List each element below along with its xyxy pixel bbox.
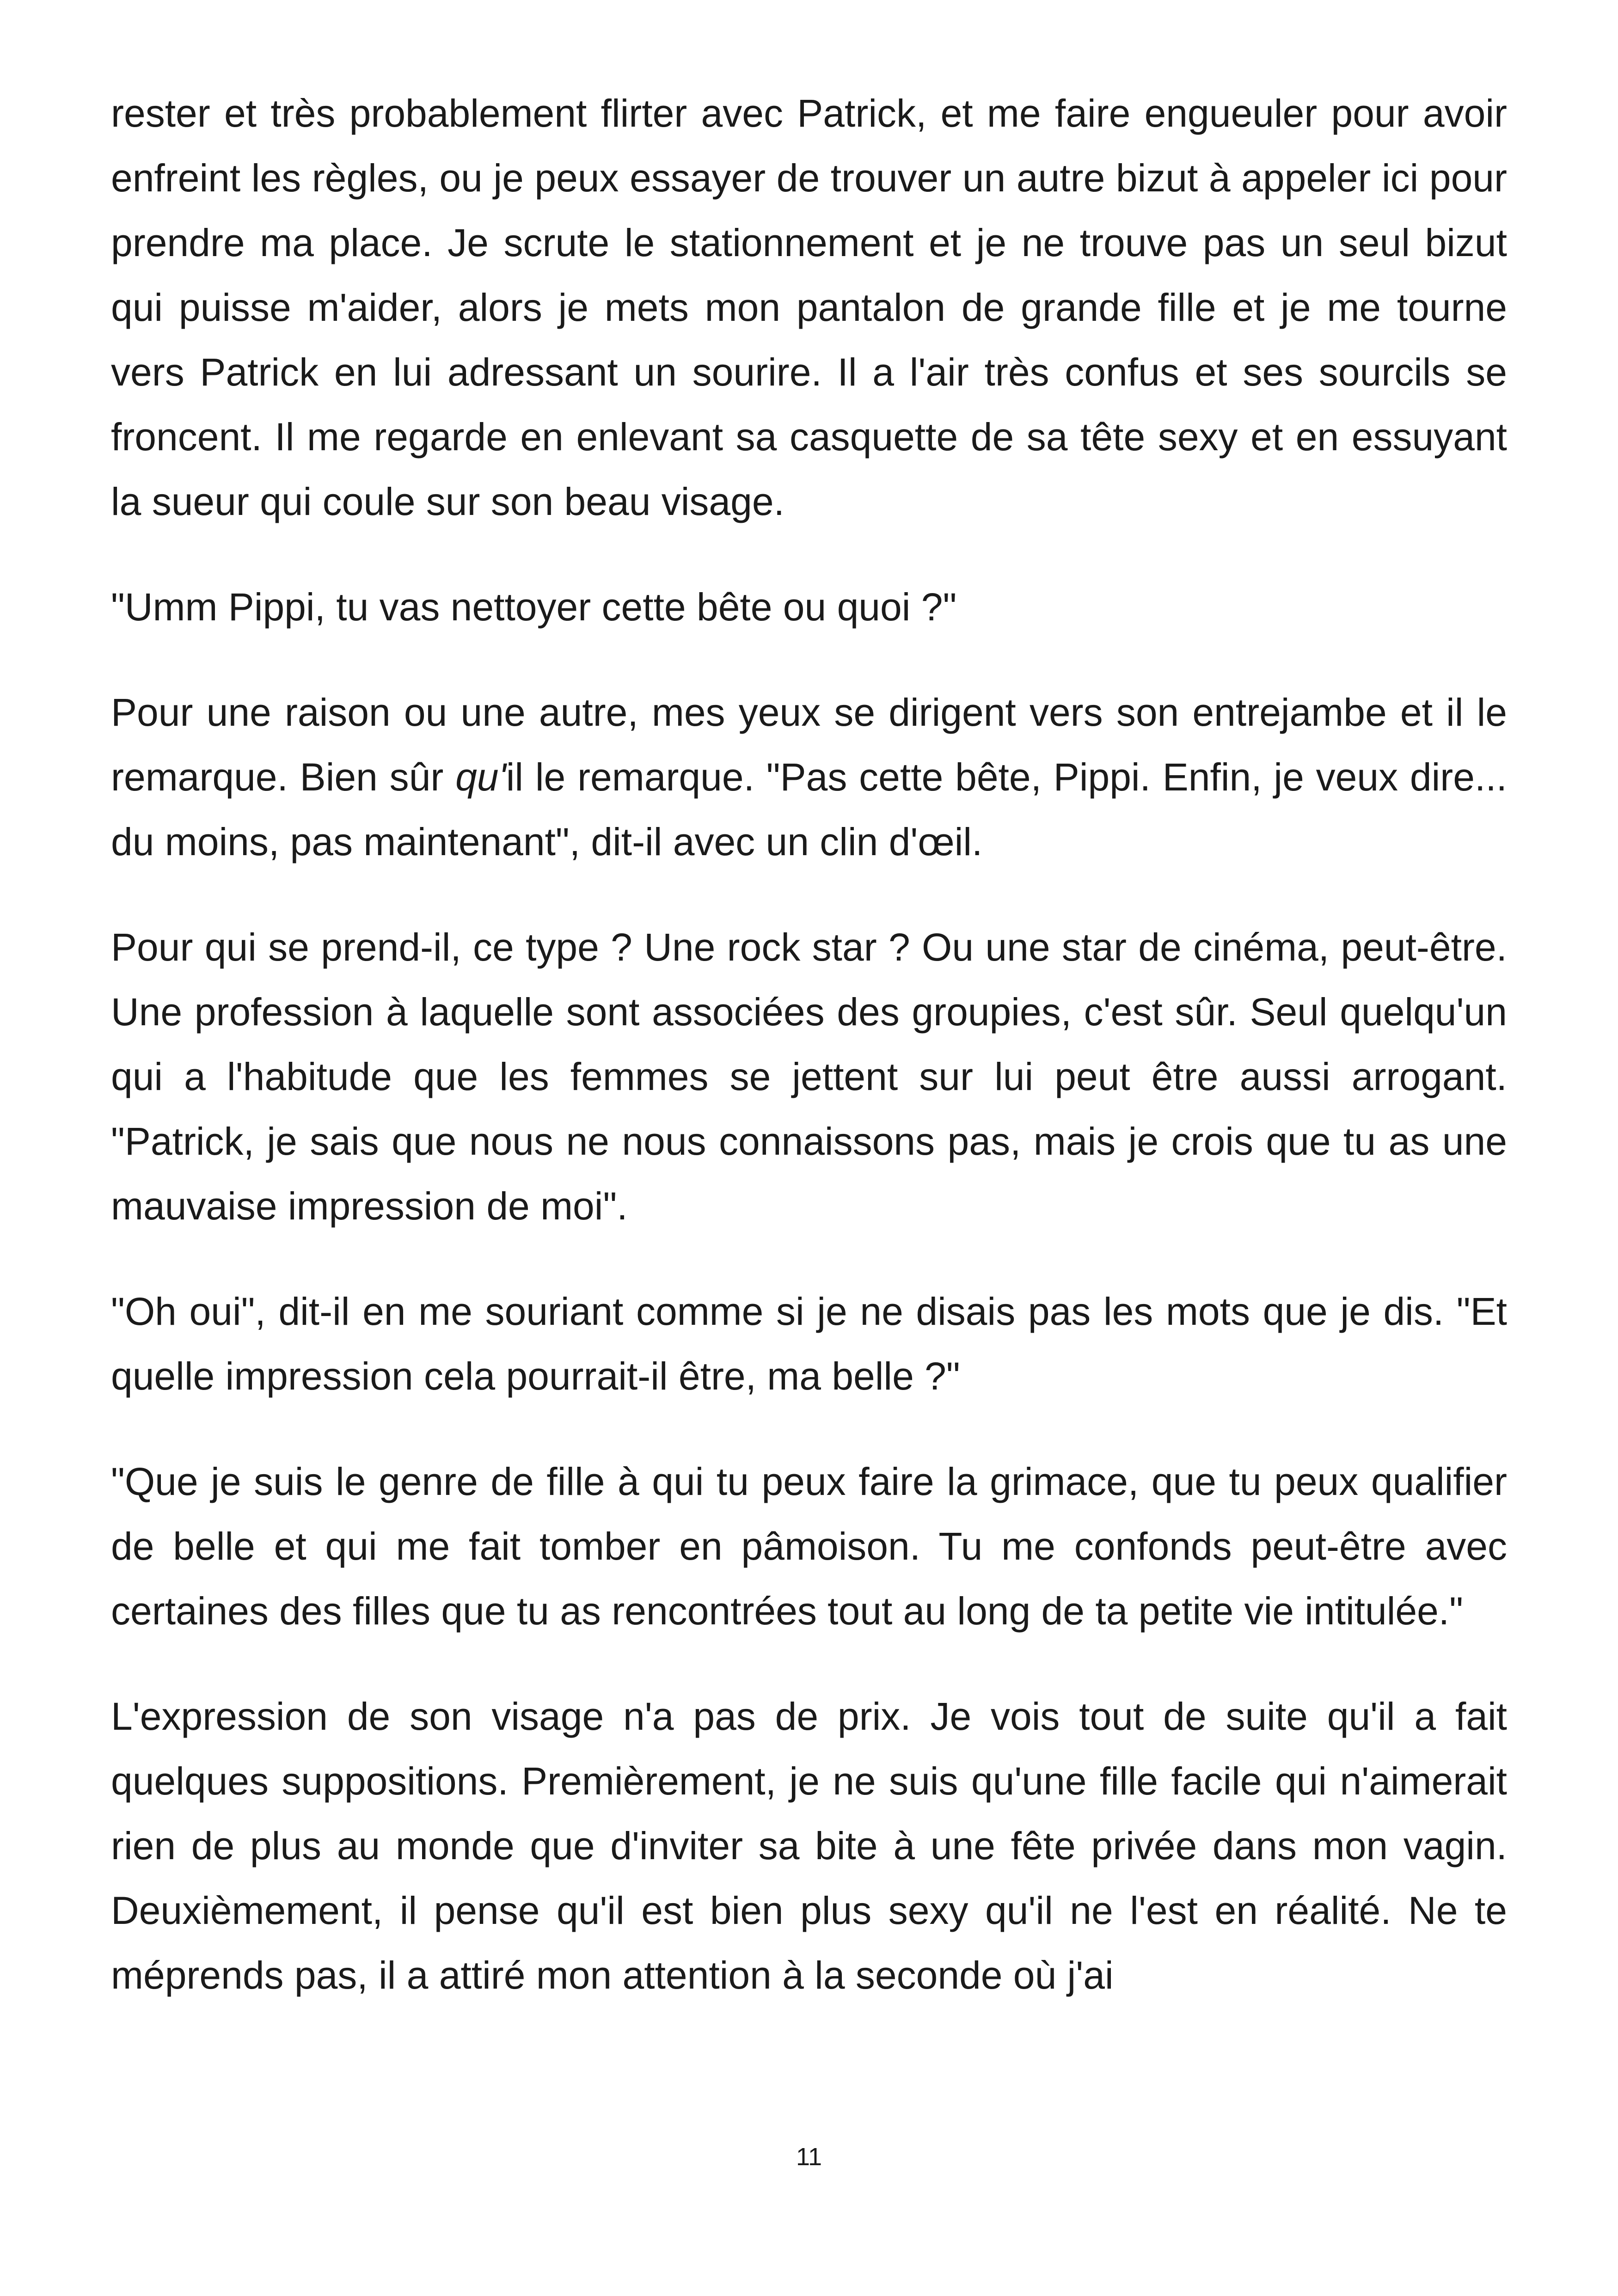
page-body bbox=[111, 81, 1507, 2008]
paragraph-2-text: "Umm Pippi, tu vas nettoyer cette bête ou quoi ?" bbox=[111, 585, 957, 629]
paragraph-6-text: "Que je suis le genre de fille à qui tu peux faire la grimace, que tu peux qualifier de belle et qui me fait tomber en pâmoison. Tu me confonds peut-être avec certaines des filles que tu as rencontrées tout au long de ta petite vie intitulée." bbox=[111, 1460, 1507, 1633]
paragraph-5 bbox=[111, 1279, 1507, 1408]
paragraph-3-italic: qu' bbox=[455, 755, 506, 799]
paragraph-1-text: rester et très probablement flirter avec Patrick, et me faire engueuler pour avoir enfreint les règles, ou je peux essayer de trouver un autre bizut à appeler ici pour prendre ma place. Je scrute le stationnement et je ne trouve pas un seul bizut qui puisse m'aider, alors je mets mon pantalon de grande fille et je me tourne vers Patrick en lui adressant un sourire. Il a l'air très confus et ses sourcils se froncent. Il me regarde en enlevant sa casquette de sa tête sexy et en essuyant la sueur qui coule sur son beau visage. bbox=[111, 92, 1507, 523]
paragraph-3-text-b: il le remarque. "Pas cette bête, Pippi. Enfin, je veux dire... du moins, pas maintenant", dit-il avec un clin d'œil. bbox=[111, 755, 1507, 863]
paragraph-3 bbox=[111, 680, 1507, 874]
paragraph-3-text-a: Pour une raison ou une autre, mes yeux se dirigent vers son entrejambe et il le remarque. Bien sûr bbox=[111, 691, 1507, 799]
paragraph-7 bbox=[111, 1684, 1507, 2008]
paragraph-7-text: L'expression de son visage n'a pas de prix. Je vois tout de suite qu'il a fait quelques suppositions. Premièrement, je ne suis qu'une fille facile qui n'aimerait rien de plus au monde que d'inviter sa bite à une fête privée dans mon vagin. Deuxièmement, il pense qu'il est bien plus sexy qu'il ne l'est en réalité. Ne te méprends pas, il a attiré mon attention à la seconde où j'ai bbox=[111, 1695, 1507, 1997]
paragraph-2 bbox=[111, 575, 1507, 639]
paragraph-4 bbox=[111, 915, 1507, 1238]
page-number: 11 bbox=[796, 2143, 822, 2171]
paragraph-5-text: "Oh oui", dit-il en me souriant comme si je ne disais pas les mots que je dis. "Et quelle impression cela pourrait-il être, ma belle ?" bbox=[111, 1290, 1507, 1398]
paragraph-1 bbox=[111, 81, 1507, 534]
paragraph-4-text: Pour qui se prend-il, ce type ? Une rock star ? Ou une star de cinéma, peut-être. Une profession à laquelle sont associées des groupies, c'est sûr. Seul quelqu'un qui a l'habitude que les femmes se jettent sur lui peut être aussi arrogant. "Patrick, je sais que nous ne nous connaissons pas, mais je crois que tu as une mauvaise impression de moi". bbox=[111, 925, 1507, 1228]
paragraph-6 bbox=[111, 1449, 1507, 1643]
